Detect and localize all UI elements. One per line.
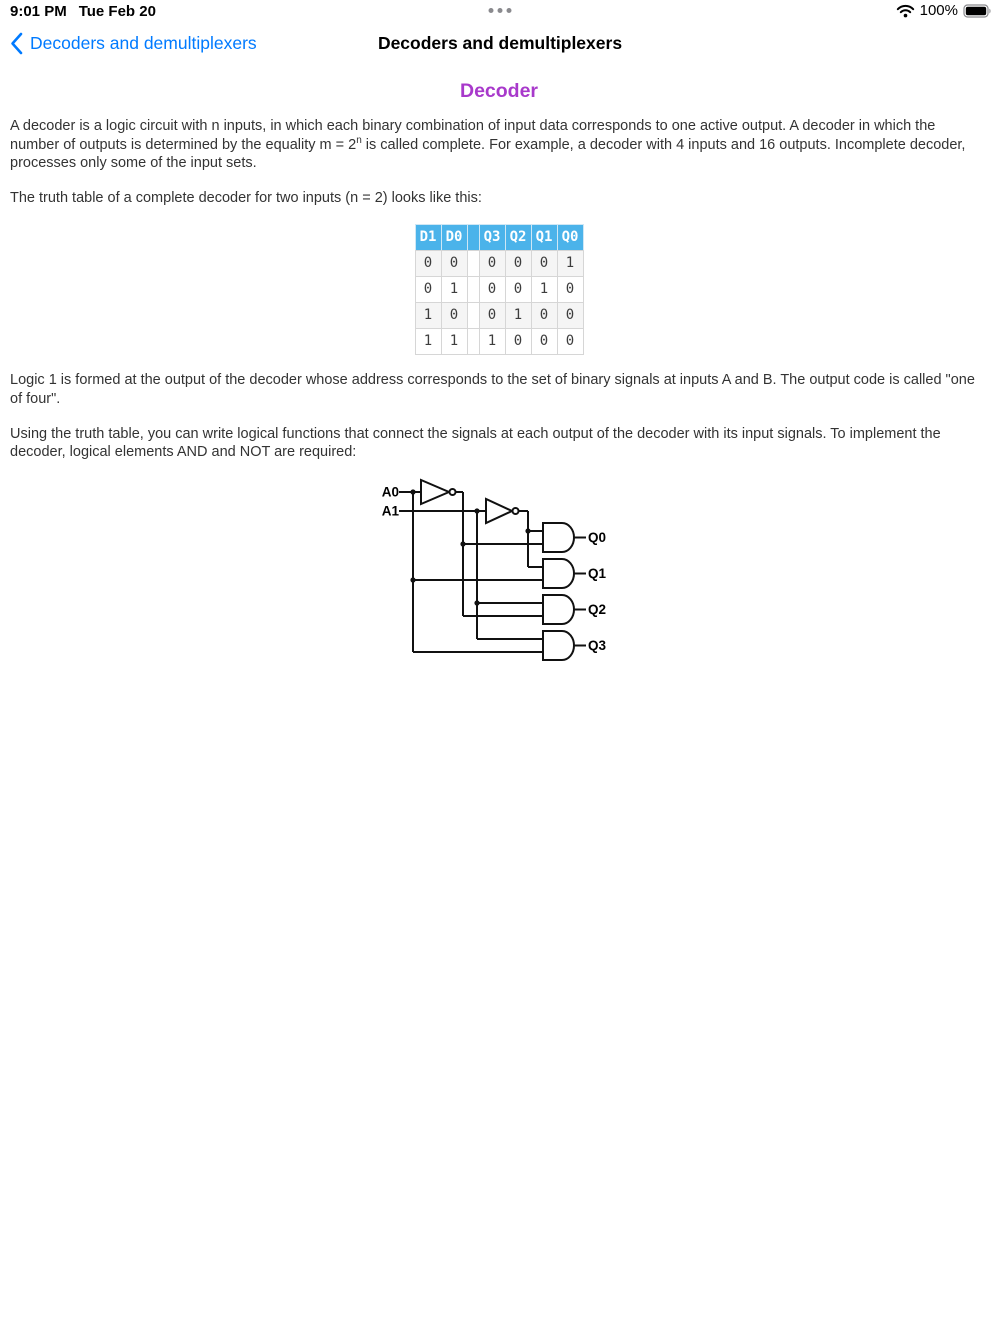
circuit-output-label-q2: Q2 xyxy=(588,602,607,618)
back-chevron-icon xyxy=(10,32,23,55)
and-gate-q2 xyxy=(543,595,574,624)
truth-table-cell: 0 xyxy=(505,328,531,354)
superscript-n: n xyxy=(356,134,362,146)
truth-table-cell: 1 xyxy=(505,302,531,328)
paragraph-intro-text: A decoder is a logic circuit with n inputs, in which each binary combination of input data corresponds to one active output. A decoder in which the number of outputs is determined by the equality m = 2 xyxy=(10,117,936,153)
wifi-icon xyxy=(896,4,915,18)
truth-table-cell: 0 xyxy=(557,328,583,354)
circuit-output-label-q0: Q0 xyxy=(588,530,607,546)
truth-table-spacer-cell xyxy=(467,276,479,302)
truth-table-header-cell: Q3 xyxy=(479,224,505,250)
circuit-input-label-a0: A0 xyxy=(381,484,399,500)
truth-table-cell: 1 xyxy=(415,328,441,354)
navigation-bar xyxy=(0,24,1000,62)
truth-table-cell: 0 xyxy=(479,276,505,302)
truth-table-spacer-cell xyxy=(467,328,479,354)
circuit-output-label-q1: Q1 xyxy=(588,566,607,582)
status-bar xyxy=(0,0,1000,24)
indicator-dot-icon xyxy=(489,8,494,13)
truth-table-header-cell: Q2 xyxy=(505,224,531,250)
truth-table-header-row xyxy=(415,224,583,250)
truth-table-cell: 0 xyxy=(441,250,467,276)
circuit-output-label-q3: Q3 xyxy=(588,638,607,654)
not-gate-a0 xyxy=(421,480,449,504)
truth-table-body xyxy=(415,250,583,354)
not-bubble-a1 xyxy=(513,508,519,514)
circuit-input-label-a1: A1 xyxy=(381,503,399,519)
status-date: Tue Feb 20 xyxy=(78,3,156,20)
truth-table-row xyxy=(415,276,583,302)
truth-table-cell: 1 xyxy=(441,328,467,354)
truth-table-row xyxy=(415,250,583,276)
truth-table-header-cell: Q0 xyxy=(557,224,583,250)
truth-table-header-cell: D0 xyxy=(441,224,467,250)
truth-table-cell: 1 xyxy=(479,328,505,354)
truth-table-cell: 0 xyxy=(531,302,557,328)
truth-table-cell: 1 xyxy=(441,276,467,302)
truth-table-cell: 0 xyxy=(531,328,557,354)
battery-icon xyxy=(963,4,992,18)
status-right xyxy=(896,2,992,19)
and-gate-q3 xyxy=(543,631,574,660)
section-heading: Decoder xyxy=(459,80,539,102)
paragraph-logic-one: Logic 1 is formed at the output of the decoder whose address corresponds to the set of binary signals at inputs A and B. The output code is called "one of four". xyxy=(10,371,975,407)
truth-table-cell: 0 xyxy=(557,276,583,302)
truth-table-header-cell: D1 xyxy=(415,224,441,250)
not-gates xyxy=(421,480,519,523)
battery-percent: 100% xyxy=(919,2,958,19)
not-bubble-a0 xyxy=(450,489,456,495)
truth-table-cell: 0 xyxy=(479,250,505,276)
truth-table-row xyxy=(415,328,583,354)
junction-dots xyxy=(410,490,530,606)
paragraph-truth-table-intro: The truth table of a complete decoder for two inputs (n = 2) looks like this: xyxy=(10,190,482,207)
truth-table-spacer-header xyxy=(467,224,479,250)
truth-table-row xyxy=(415,302,583,328)
back-button-label: Decoders and demultiplexers xyxy=(30,32,257,53)
and-gates xyxy=(543,523,574,660)
truth-table-cell: 1 xyxy=(557,250,583,276)
paragraph-intro xyxy=(10,117,988,173)
truth-table-cell: 0 xyxy=(415,276,441,302)
truth-table-cell: 1 xyxy=(415,302,441,328)
truth-table-cell: 0 xyxy=(479,302,505,328)
decoder-circuit-diagram xyxy=(374,478,624,673)
truth-table-header-cell: Q1 xyxy=(531,224,557,250)
truth-table-cell: 0 xyxy=(557,302,583,328)
indicator-dot-icon xyxy=(498,8,503,13)
paragraph-intro-text-2: is called complete. For example, a decoder with 4 inputs and 16 outputs. Incomplete decoder, processes only some of the input sets. xyxy=(10,136,966,172)
truth-table-spacer-cell xyxy=(467,250,479,276)
status-time: 9:01 PM xyxy=(10,3,67,20)
truth-table-cell: 0 xyxy=(441,302,467,328)
truth-table-cell: 0 xyxy=(505,250,531,276)
status-left xyxy=(10,3,156,20)
truth-table-cell: 0 xyxy=(505,276,531,302)
truth-table-spacer-cell xyxy=(467,302,479,328)
and-gate-q0 xyxy=(543,523,574,552)
paragraph-implementation: Using the truth table, you can write logical functions that connect the signals at each output of the decoder with its input signals. To implement the decoder, logical elements AND and NOT are required: xyxy=(10,425,941,461)
truth-table xyxy=(415,224,584,355)
indicator-dot-icon xyxy=(507,8,512,13)
back-button[interactable] xyxy=(10,24,257,62)
multitasking-indicator-icon[interactable] xyxy=(489,8,512,13)
truth-table-cell: 1 xyxy=(531,276,557,302)
not-gate-a1 xyxy=(486,499,512,523)
truth-table-cell: 0 xyxy=(531,250,557,276)
article-content xyxy=(0,82,1000,673)
page-title: Decoders and demultiplexers xyxy=(377,32,623,53)
and-gate-q1 xyxy=(543,559,574,588)
truth-table-cell: 0 xyxy=(415,250,441,276)
